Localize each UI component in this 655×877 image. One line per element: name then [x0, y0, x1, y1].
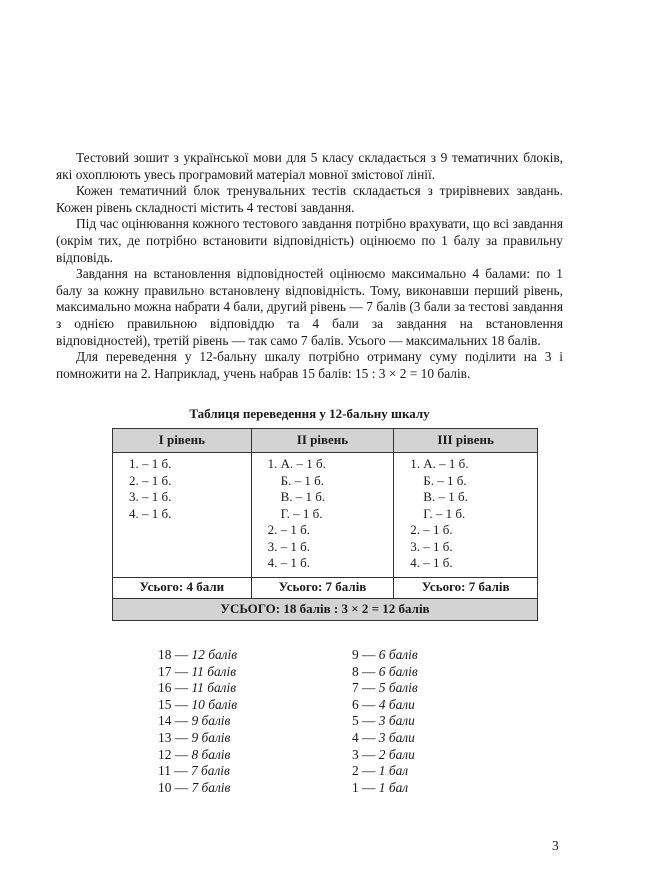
scale-row [158, 713, 237, 730]
scale-dash: — [358, 729, 379, 745]
table-item: 2. – 1 б. [129, 472, 172, 488]
scale-row [352, 763, 418, 780]
scale-points: 11 [158, 763, 171, 779]
table-item: 3. – 1 б. [129, 489, 172, 504]
scale-row [158, 647, 237, 664]
scale-grade: 11 балів [191, 680, 237, 696]
scale-dash: — [171, 729, 192, 745]
table-totals-row [113, 577, 538, 598]
scale-dash: — [171, 647, 192, 662]
scale-points: 9 [352, 647, 359, 662]
scale-grade: 5 балів [378, 680, 418, 696]
scale-dash: — [170, 763, 191, 779]
table-grand-total-row [113, 598, 538, 620]
scale-column-left [158, 647, 237, 796]
scale-points: 8 [352, 663, 359, 679]
scale-points: 1 [352, 779, 359, 795]
scale-dash: — [171, 746, 192, 762]
level-3-list [394, 456, 537, 572]
table-items-row [113, 453, 538, 578]
scale-row [158, 664, 237, 681]
table-item: 3. – 1 б. [410, 538, 453, 554]
scale-dash: — [358, 680, 379, 696]
scale-points: 7 [352, 680, 359, 696]
paragraph: Тестовий зошит з української мови для 5 класу складається з 9 тематичних блоків, які охоплюють увесь програмовий матеріал мовної змістової лінії. [56, 150, 563, 182]
level-2-list [252, 456, 394, 572]
scale-points: 16 [158, 680, 172, 696]
conversion-table [112, 428, 538, 621]
scale-grade: 7 балів [191, 779, 231, 795]
scale-grade: 9 балів [191, 713, 231, 729]
scale-row [352, 730, 418, 747]
scale-grade: 6 балів [378, 663, 418, 679]
scale-points: 3 [352, 746, 359, 762]
scale-points: 6 [352, 696, 359, 712]
level-1-cell [113, 453, 252, 578]
level-3-total: Усього: 7 балів [394, 577, 538, 598]
intro-text [56, 150, 563, 382]
scale-column-right [352, 647, 418, 796]
scale-points: 4 [352, 729, 359, 745]
scale-dash: — [171, 779, 192, 795]
scale-row [352, 680, 418, 697]
paragraph: Для переведення у 12-бальну шкалу потрібно отриману суму поділити на 3 і помножити на 2. Наприклад, учень набрав 15 балів: 15 : 3 × 2 = 10 балів. [56, 349, 563, 381]
scale-points: 18 [158, 647, 172, 662]
table-item: 3. – 1 б. [267, 538, 310, 554]
scale-grade: 6 балів [378, 647, 418, 662]
table-item: 1. А. – 1 б. [410, 456, 469, 471]
scale-row [352, 747, 418, 764]
scale-row [158, 697, 237, 714]
scale-points: 5 [352, 713, 359, 729]
table-item: 4. – 1 б. [410, 555, 453, 570]
scale-grade: 8 балів [191, 746, 231, 762]
level-2-cell [251, 453, 394, 578]
scale-row [158, 747, 237, 764]
scale-row [158, 730, 237, 747]
scale-grade: 1 бал [378, 779, 409, 795]
scale-row [352, 713, 418, 730]
scale-dash: — [358, 663, 379, 679]
scale-grade: 3 бали [378, 713, 415, 729]
table-item: 4. – 1 б. [129, 505, 172, 521]
scale-dash: — [358, 647, 379, 662]
paragraph: Під час оцінювання кожного тестового завдання потрібно врахувати, що всі завдання (окрім тих, де потрібно встановити відповідність) оцінюємо по 1 балу за правильну відповідь. [56, 216, 563, 265]
scale-row [352, 780, 418, 797]
scale-dash: — [171, 663, 192, 679]
scale-grade: 1 бал [378, 763, 409, 779]
scale-row [158, 680, 237, 697]
scale-dash: — [171, 713, 192, 729]
scale-points: 13 [158, 729, 172, 745]
table-item: 2. – 1 б. [410, 522, 453, 537]
table-item: Б. – 1 б. [267, 472, 324, 488]
scale-grade: 12 балів [191, 647, 238, 662]
scale-dash: — [171, 696, 192, 712]
scale-dash: — [358, 763, 379, 779]
page-number: 3 [552, 838, 559, 853]
scale-row [352, 697, 418, 714]
scale-grade: 9 балів [191, 729, 231, 745]
scale-grade: 7 балів [191, 763, 230, 779]
level-1-total: Усього: 4 бали [113, 577, 252, 598]
paragraph: Кожен тематичний блок тренувальних тестів складається з трирівневих завдань. Кожен рівень складності містить 4 тестові завдання. [56, 183, 563, 215]
scale-points: 14 [158, 713, 172, 729]
scale-row [158, 780, 237, 797]
scale-points: 15 [158, 696, 172, 712]
scale-dash: — [358, 696, 379, 712]
table-item: 1. – 1 б. [129, 456, 172, 471]
scale-points: 12 [158, 746, 172, 762]
header-level-2: II рівень [251, 429, 394, 453]
scale-points: 10 [158, 779, 172, 795]
scale-row [352, 664, 418, 681]
scale-row [158, 763, 237, 780]
table-item: 4. – 1 б. [267, 555, 310, 570]
header-level-1: I рівень [113, 429, 252, 453]
table-item: В. – 1 б. [267, 489, 326, 504]
grand-total: УСЬОГО: 18 балів : 3 × 2 = 12 балів [113, 598, 538, 620]
level-2-total: Усього: 7 балів [251, 577, 394, 598]
scale-grade: 3 бали [378, 729, 415, 745]
scale-grade: 11 балів [191, 663, 237, 679]
table-header-row [113, 429, 538, 453]
scale-row [352, 647, 418, 664]
scale-points: 17 [158, 663, 172, 679]
scale-dash: — [358, 746, 379, 762]
table-item: Г. – 1 б. [267, 505, 323, 521]
scale-dash: — [171, 680, 192, 696]
scale-grade: 10 балів [191, 696, 238, 712]
table-item: Г. – 1 б. [410, 505, 466, 521]
paragraph: Завдання на встановлення відповідностей оцінюємо максимально 4 балами: по 1 балу за кожну правильно встановлену відповідність. Тому, виконавши перший рівень, максимально можна набрати 4 бали, другий рівень — 7 балів (3 бали за тестові завдання з однією правильною відповіддю та 4 бали за завдання на встановлення відповідностей), третій рівень — так само 7 балів. Усього — максимальних 18 балів. [56, 266, 563, 348]
scale-points: 2 [352, 763, 359, 779]
scale-dash: — [358, 779, 379, 795]
table-item: 1. А. – 1 б. [267, 456, 326, 471]
header-level-3: III рівень [394, 429, 538, 453]
level-1-list [113, 456, 251, 522]
table-item: Б. – 1 б. [410, 472, 467, 488]
table-item: В. – 1 б. [410, 489, 468, 504]
scale-grade: 2 бали [378, 746, 415, 762]
table-caption: Таблиця переведення у 12-бальну шкалу [189, 406, 430, 421]
scale-grade: 4 бали [378, 696, 415, 712]
scale-dash: — [358, 713, 379, 729]
table-item: 2. – 1 б. [267, 522, 310, 537]
level-3-cell [394, 453, 538, 578]
